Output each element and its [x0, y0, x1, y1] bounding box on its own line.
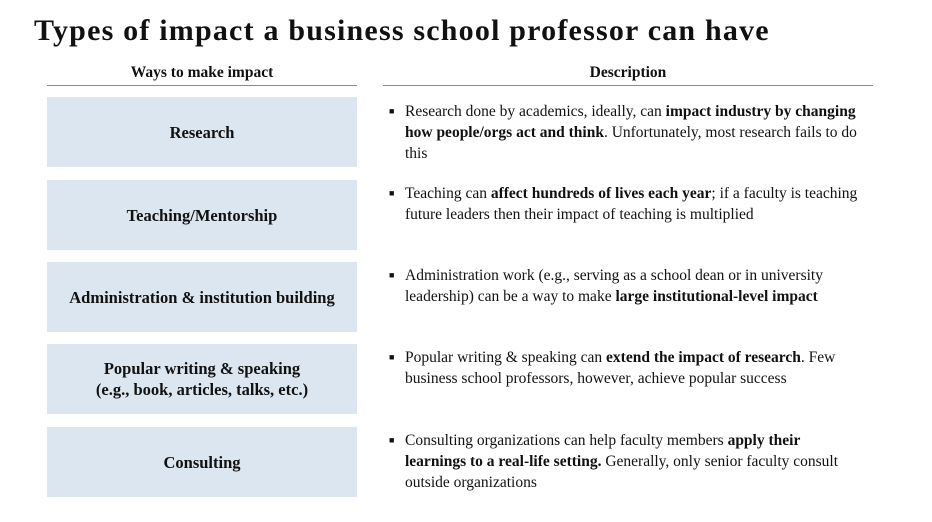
description-text: [405, 347, 864, 389]
text-run: Research done by academics, ideally, can: [405, 103, 666, 120]
impact-label: Teaching/Mentorship: [126, 205, 278, 225]
column-header-description: Description: [589, 64, 667, 81]
bullet-icon: ■: [389, 435, 395, 445]
impact-box-consulting: [47, 427, 357, 497]
impact-box-popular-writing: [47, 344, 357, 414]
impact-box-teaching: [47, 180, 357, 250]
description-consulting: [389, 430, 864, 493]
description-text: [405, 430, 864, 493]
emphasis-text: impact industry by changing how people/orgs act and think: [405, 103, 856, 141]
bullet-icon: ■: [389, 106, 395, 116]
text-run: ; if a faculty is teaching future leaders then their impact of teaching is multiplied: [405, 185, 858, 223]
text-run: Consulting organizations can help faculty members: [405, 432, 728, 449]
description-research: [389, 101, 864, 164]
description-popular-writing: [389, 347, 864, 389]
impact-box-administration: [47, 262, 357, 332]
impact-label: Popular writing & speaking (e.g., book, articles, talks, etc.): [95, 359, 309, 399]
description-administration: [389, 265, 864, 307]
text-run: Popular writing & speaking can: [405, 349, 607, 366]
description-text: [405, 265, 864, 307]
header-divider-right: [383, 85, 873, 86]
column-header-ways: Ways to make impact: [130, 64, 274, 81]
bullet-icon: ■: [389, 188, 395, 198]
impact-label: Administration & institution building: [69, 287, 335, 307]
emphasis-text: extend the impact of research: [606, 349, 801, 366]
description-text: [405, 101, 864, 164]
emphasis-text: affect hundreds of lives each year: [490, 185, 712, 202]
header-divider-left: [47, 85, 357, 86]
text-run: . Unfortunately, most research fails to do this: [405, 124, 857, 162]
impact-box-research: [47, 97, 357, 167]
description-teaching: [389, 183, 864, 225]
text-run: Generally, only senior faculty consult outside organizations: [405, 453, 839, 491]
impact-label: Consulting: [163, 452, 241, 472]
description-text: [405, 183, 864, 225]
page-title: Types of impact a business school professor can have: [34, 14, 770, 47]
text-run: . Few business school professors, however, achieve popular success: [405, 349, 836, 387]
emphasis-text: apply their learnings to a real-life setting.: [405, 432, 801, 470]
impact-label: Research: [169, 122, 235, 142]
bullet-icon: ■: [389, 270, 395, 280]
text-run: Administration work (e.g., serving as a school dean or in university leadership) can be a way to make: [405, 267, 823, 305]
bullet-icon: ■: [389, 352, 395, 362]
emphasis-text: large institutional-level impact: [615, 288, 818, 305]
text-run: Teaching can: [405, 185, 491, 202]
